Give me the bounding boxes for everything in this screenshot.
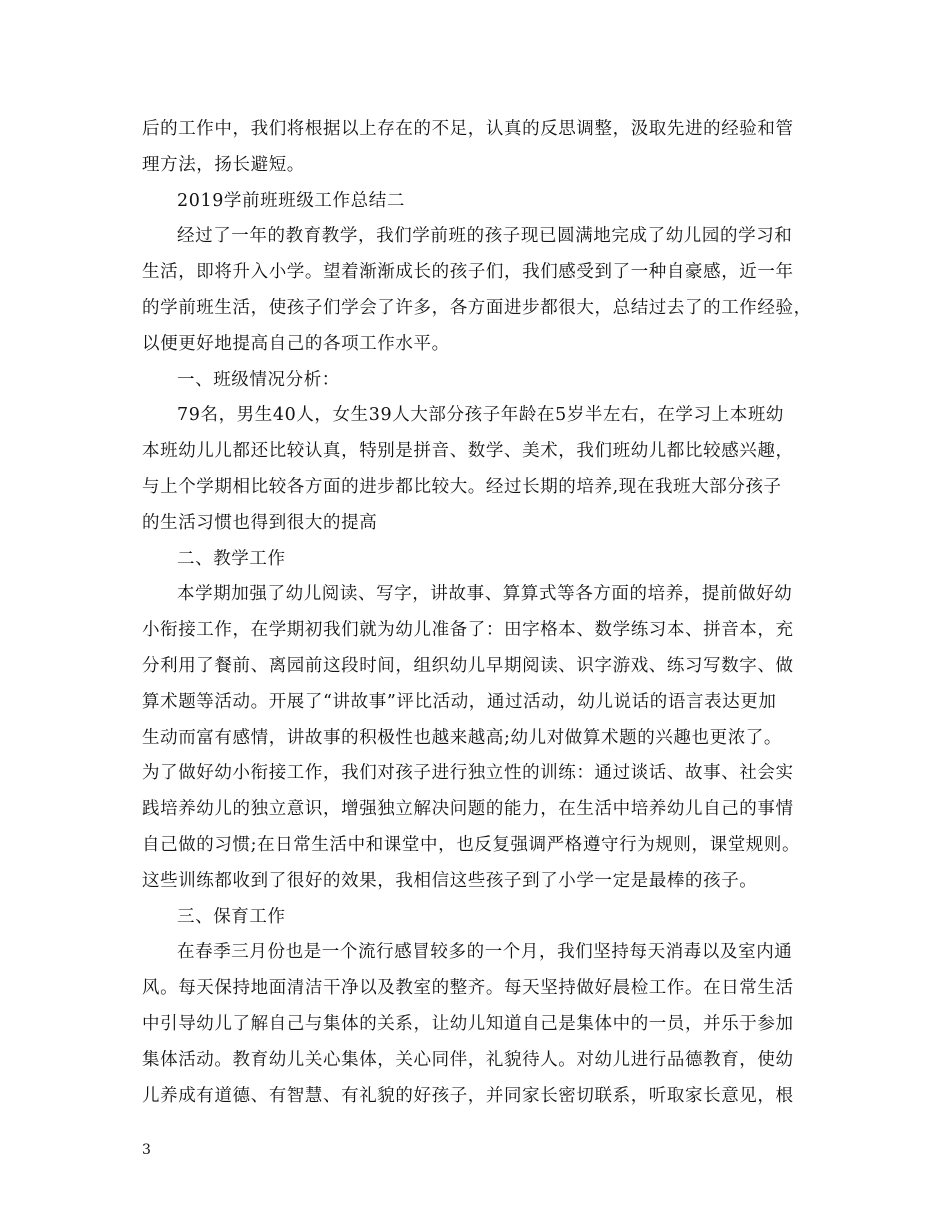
text-line: 2019学前班班级工作总结二 <box>177 190 405 211</box>
text-line: 集体活动。教育幼儿关心集体，关心同伴，礼貌待人。对幼儿进行品德教育，使幼 <box>142 1049 794 1070</box>
text-line: 儿养成有道德、有智慧、有礼貌的好孩子，并同家长密切联系，听取家长意见，根 <box>142 1085 794 1106</box>
text-line: 一、班级情况分析： <box>177 369 340 390</box>
text-line: 算术题等活动。开展了“讲故事”评比活动，通过活动，幼儿说话的语言表达更加 <box>142 691 777 712</box>
text-line: 本学期加强了幼儿阅读、写字，讲故事、算算式等各方面的培养，提前做好幼 <box>177 584 793 605</box>
text-line: 的学前班生活，使孩子们学会了许多，各方面进步都很大，总结过去了的工作经验， <box>142 297 812 318</box>
text-line: 风。每天保持地面清洁干净以及教室的整齐。每天坚持做好晨检工作。在日常生活 <box>142 978 794 999</box>
text-line: 本班幼儿儿都还比较认真，特别是拼音、数学、美术，我们班幼儿都比较感兴趣， <box>142 441 794 462</box>
text-line: 为了做好幼小衔接工作，我们对孩子进行独立性的训练：通过谈话、故事、社会实 <box>142 763 794 784</box>
text-line: 与上个学期相比较各方面的进步都比较大。经过长期的培养,现在我班大部分孩子 <box>142 476 782 497</box>
text-line: 后的工作中，我们将根据以上存在的不足，认真的反思调整，汲取先进的经验和管 <box>142 119 794 139</box>
text-line: 这些训练都收到了很好的效果，我相信这些孩子到了小学一定是最棒的孩子。 <box>142 870 758 891</box>
text-line: 经过了一年的教育教学，我们学前班的孩子现已圆满地完成了幼儿园的学习和 <box>177 226 793 247</box>
text-line: 三、保育工作 <box>177 906 286 927</box>
text-line: 二、教学工作 <box>177 548 286 569</box>
text-line: 生动而富有感情，讲故事的积极性也越来越高;幼儿对做算术题的兴趣也更浓了。 <box>142 727 782 748</box>
text-line: 小衔接工作，在学期初我们就为幼儿准备了：田字格本、数学练习本、拼音本，充 <box>142 620 794 641</box>
text-line: 理方法，扬长避短。 <box>142 154 305 175</box>
page-number: 3 <box>142 1142 151 1158</box>
text-line: 践培养幼儿的独立意识，增强独立解决问题的能力，在生活中培养幼儿自己的事情 <box>142 799 794 820</box>
text-line: 79名，男生40人，女生39人大部分孩子年龄在5岁半左右，在学习上本班幼 <box>177 405 785 426</box>
text-line: 分利用了餐前、离园前这段时间，组织幼儿早期阅读、识字游戏、练习写数字、做 <box>142 655 794 676</box>
text-line: 自己做的习惯;在日常生活中和课堂中，也反复强调严格遵守行为规则，课堂规则。 <box>142 834 801 855</box>
text-line: 中引导幼儿了解自己与集体的关系，让幼儿知道自己是集体中的一员，并乐于参加 <box>142 1013 794 1034</box>
body-text <box>142 112 812 1114</box>
text-line: 在春季三月份也是一个流行感冒较多的一个月，我们坚持每天消毒以及室内通 <box>177 942 793 963</box>
text-line: 生活，即将升入小学。望着渐渐成长的孩子们，我们感受到了一种自豪感，近一年 <box>142 262 794 283</box>
text-line: 以便更好地提高自己的各项工作水平。 <box>142 333 450 354</box>
text-line: 的生活习惯也得到很大的提高 <box>142 512 378 533</box>
